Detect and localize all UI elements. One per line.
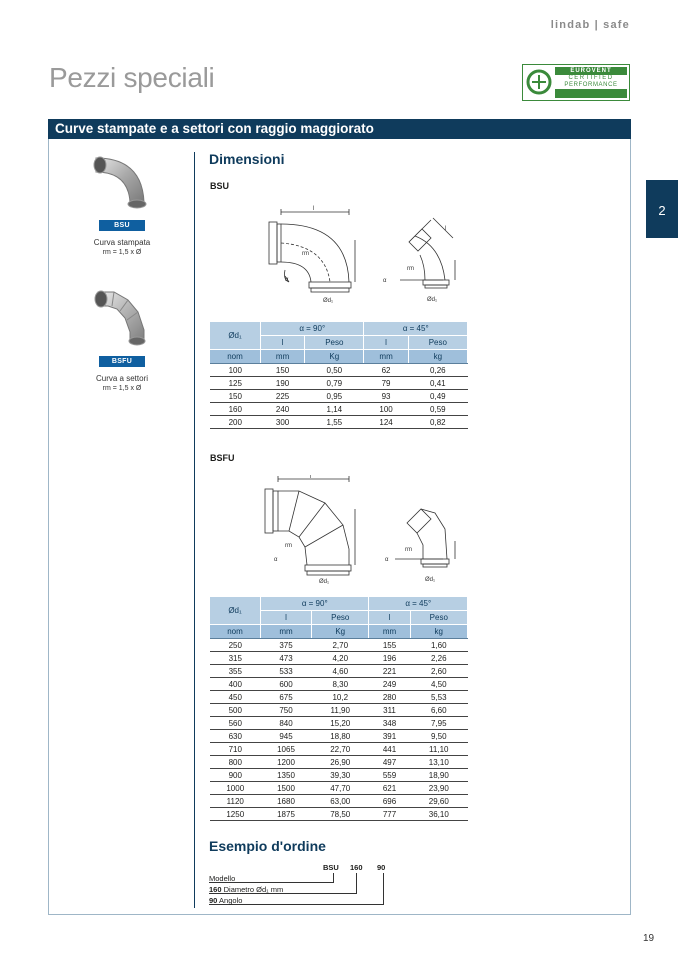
bsu-dimension-table xyxy=(210,322,468,429)
table-cell-p45: 2,26 xyxy=(410,652,467,665)
table-cell-p90: 0,79 xyxy=(305,377,364,390)
header-l: l xyxy=(369,611,410,625)
table-cell-p45: 18,90 xyxy=(410,769,467,782)
table-cell-l90: 750 xyxy=(261,704,312,717)
table-cell-l90: 300 xyxy=(261,416,305,429)
table-cell-l90: 945 xyxy=(261,730,312,743)
table-cell-p45: 1,60 xyxy=(410,639,467,652)
table-row xyxy=(210,743,468,756)
order-example-heading: Esempio d'ordine xyxy=(209,838,326,854)
table-cell-l45: 621 xyxy=(369,782,410,795)
table-cell-l90: 1500 xyxy=(261,782,312,795)
table-row xyxy=(210,795,468,808)
order-model-line xyxy=(209,874,235,883)
table-cell-l45: 348 xyxy=(369,717,410,730)
table-cell-l90: 600 xyxy=(261,678,312,691)
table-cell-p45: 13,10 xyxy=(410,756,467,769)
table-cell-d: 630 xyxy=(210,730,261,743)
order-angle-line xyxy=(209,896,242,905)
table-row xyxy=(210,403,468,416)
bsfu-dim-alpha: α xyxy=(274,557,278,563)
unit-kg: kg xyxy=(408,350,467,364)
table-cell-p90: 0,95 xyxy=(305,390,364,403)
order-leader xyxy=(383,873,384,904)
unit-nom: nom xyxy=(210,350,261,364)
bsfu-section-label: BSFU xyxy=(210,453,235,463)
bsu-45-dim-l: l xyxy=(445,226,447,232)
bsfu-dimension-table xyxy=(210,597,468,821)
table-cell-p45: 0,41 xyxy=(408,377,467,390)
unit-kg: Kg xyxy=(305,350,364,364)
table-cell-p90: 8,30 xyxy=(312,678,369,691)
order-code-angle: 90 xyxy=(377,863,386,872)
table-cell-p45: 23,90 xyxy=(410,782,467,795)
table-cell-l45: 311 xyxy=(369,704,410,717)
order-diameter-label: Diametro Ød₁ mm xyxy=(223,885,284,894)
eurovent-logo-icon xyxy=(526,68,552,97)
table-cell-d: 250 xyxy=(210,639,261,652)
cert-band xyxy=(555,89,627,98)
order-angle-label: Angolo xyxy=(219,896,243,905)
header-alpha-45: α = 45° xyxy=(369,597,468,611)
table-cell-l90: 375 xyxy=(261,639,312,652)
table-cell-p90: 2,70 xyxy=(312,639,369,652)
table-cell-d: 200 xyxy=(210,416,261,429)
header-peso: Peso xyxy=(312,611,369,625)
table-row xyxy=(210,808,468,821)
bsfu-table-body xyxy=(210,639,468,821)
table-cell-d: 500 xyxy=(210,704,261,717)
table-cell-p45: 9,50 xyxy=(410,730,467,743)
table-cell-d: 560 xyxy=(210,717,261,730)
unit-kg: kg xyxy=(410,625,467,639)
order-angle-value: 90 xyxy=(209,896,218,905)
header-l: l xyxy=(261,336,305,350)
header-alpha-45: α = 45° xyxy=(364,322,468,336)
order-leader xyxy=(333,873,334,882)
order-diameter-value: 160 xyxy=(209,885,222,894)
header-l: l xyxy=(261,611,312,625)
table-cell-l90: 240 xyxy=(261,403,305,416)
header-peso: Peso xyxy=(408,336,467,350)
table-cell-d: 450 xyxy=(210,691,261,704)
table-cell-d: 150 xyxy=(210,390,261,403)
table-cell-l90: 1200 xyxy=(261,756,312,769)
header-od: Ød₁ xyxy=(210,322,261,350)
bsfu-dim-od: Ød₁ xyxy=(319,579,330,585)
table-cell-d: 160 xyxy=(210,403,261,416)
table-cell-d: 400 xyxy=(210,678,261,691)
bsu-elbow-image xyxy=(90,152,154,214)
table-cell-p45: 29,60 xyxy=(410,795,467,808)
table-cell-p45: 7,95 xyxy=(410,717,467,730)
unit-mm: mm xyxy=(364,350,408,364)
order-example xyxy=(209,860,409,910)
bsu-dim-od: Ød₁ xyxy=(323,298,334,304)
table-cell-p90: 0,50 xyxy=(305,364,364,377)
table-cell-l45: 124 xyxy=(364,416,408,429)
bsfu-technical-drawing xyxy=(255,475,470,585)
table-row xyxy=(210,390,468,403)
table-cell-l45: 62 xyxy=(364,364,408,377)
table-row xyxy=(210,717,468,730)
table-cell-p45: 0,26 xyxy=(408,364,467,377)
chapter-tab[interactable]: 2 xyxy=(646,180,678,238)
table-cell-l90: 1350 xyxy=(261,769,312,782)
column-divider xyxy=(194,152,195,908)
table-cell-l45: 79 xyxy=(364,377,408,390)
order-code-diameter: 160 xyxy=(350,863,363,872)
table-cell-p90: 63,00 xyxy=(312,795,369,808)
table-cell-l90: 1680 xyxy=(261,795,312,808)
unit-nom: nom xyxy=(210,625,261,639)
bsfu-45-dim-rm: rm xyxy=(405,547,412,553)
table-row xyxy=(210,678,468,691)
table-cell-p90: 1,55 xyxy=(305,416,364,429)
table-cell-l90: 1065 xyxy=(261,743,312,756)
table-row xyxy=(210,756,468,769)
table-cell-d: 1250 xyxy=(210,808,261,821)
bsfu-formula: rm = 1,5 x Ø xyxy=(102,385,142,392)
section-title: Curve stampate e a settori con raggio maggiorato xyxy=(48,119,631,139)
cert-line-3: PERFORMANCE xyxy=(564,82,618,88)
table-cell-d: 355 xyxy=(210,665,261,678)
table-cell-d: 900 xyxy=(210,769,261,782)
bsfu-dim-l: l xyxy=(310,475,312,480)
table-row xyxy=(210,652,468,665)
table-row xyxy=(210,377,468,390)
table-cell-p90: 26,90 xyxy=(312,756,369,769)
bsfu-caption: Curva a settori xyxy=(95,374,149,383)
brand-logo: lindab | safe xyxy=(550,19,630,31)
table-row xyxy=(210,769,468,782)
table-cell-l45: 441 xyxy=(369,743,410,756)
table-cell-l90: 840 xyxy=(261,717,312,730)
bsfu-elbow-image xyxy=(90,288,154,350)
page-number: 19 xyxy=(643,933,655,944)
table-cell-l45: 391 xyxy=(369,730,410,743)
table-row xyxy=(210,364,468,377)
table-cell-l90: 473 xyxy=(261,652,312,665)
table-row xyxy=(210,639,468,652)
table-cell-l45: 196 xyxy=(369,652,410,665)
header-peso: Peso xyxy=(410,611,467,625)
table-cell-p45: 4,50 xyxy=(410,678,467,691)
table-row xyxy=(210,416,468,429)
table-cell-p45: 11,10 xyxy=(410,743,467,756)
bsfu-45-dim-od: Ød₁ xyxy=(425,577,436,583)
cert-line-2: CERTIFIED xyxy=(568,75,614,81)
bsu-dim-alpha: α xyxy=(285,277,289,283)
table-cell-p90: 47,70 xyxy=(312,782,369,795)
bsu-45-dim-alpha: α xyxy=(383,278,387,284)
table-cell-p45: 0,59 xyxy=(408,403,467,416)
table-cell-p45: 36,10 xyxy=(410,808,467,821)
table-cell-l45: 100 xyxy=(364,403,408,416)
table-cell-l45: 559 xyxy=(369,769,410,782)
header-alpha-90: α = 90° xyxy=(261,597,369,611)
bsu-formula: rm = 1,5 x Ø xyxy=(102,249,142,256)
product-bsfu xyxy=(67,288,177,394)
order-model-label: Modello xyxy=(209,874,236,883)
table-cell-p45: 6,60 xyxy=(410,704,467,717)
unit-kg: Kg xyxy=(312,625,369,639)
header-peso: Peso xyxy=(305,336,364,350)
table-cell-d: 1120 xyxy=(210,795,261,808)
table-cell-l45: 221 xyxy=(369,665,410,678)
bsu-45-dim-rm: rm xyxy=(407,266,414,272)
eurovent-certification-badge xyxy=(522,64,630,101)
order-leader xyxy=(356,873,357,893)
header-od: Ød₁ xyxy=(210,597,261,625)
order-code-model: BSU xyxy=(323,863,339,872)
table-cell-p90: 39,30 xyxy=(312,769,369,782)
table-cell-p90: 1,14 xyxy=(305,403,364,416)
page-title: Pezzi speciali xyxy=(49,62,215,93)
table-cell-p90: 78,50 xyxy=(312,808,369,821)
bsfu-dim-rm: rm xyxy=(285,543,292,549)
table-cell-d: 800 xyxy=(210,756,261,769)
table-cell-l45: 777 xyxy=(369,808,410,821)
table-cell-l45: 93 xyxy=(364,390,408,403)
table-cell-l45: 280 xyxy=(369,691,410,704)
table-row xyxy=(210,691,468,704)
table-cell-l90: 225 xyxy=(261,390,305,403)
bsu-code-tag: BSU xyxy=(99,220,145,231)
table-cell-p45: 0,49 xyxy=(408,390,467,403)
table-cell-p45: 2,60 xyxy=(410,665,467,678)
cert-line-1: EUROVENT xyxy=(555,67,627,75)
bsu-dim-l: l xyxy=(313,206,315,212)
table-cell-p90: 10,2 xyxy=(312,691,369,704)
dimensions-heading: Dimensioni xyxy=(209,151,285,167)
bsu-45-dim-od: Ød₁ xyxy=(427,297,438,303)
table-cell-p90: 4,60 xyxy=(312,665,369,678)
table-cell-d: 1000 xyxy=(210,782,261,795)
table-cell-l90: 1875 xyxy=(261,808,312,821)
product-bsu xyxy=(67,152,177,258)
table-cell-d: 125 xyxy=(210,377,261,390)
header-alpha-90: α = 90° xyxy=(261,322,364,336)
table-cell-p45: 0,82 xyxy=(408,416,467,429)
unit-mm: mm xyxy=(261,350,305,364)
table-cell-l90: 190 xyxy=(261,377,305,390)
table-cell-l90: 675 xyxy=(261,691,312,704)
bsu-table-body xyxy=(210,364,468,429)
table-cell-d: 100 xyxy=(210,364,261,377)
header-l: l xyxy=(364,336,408,350)
table-cell-p90: 15,20 xyxy=(312,717,369,730)
table-row xyxy=(210,730,468,743)
table-cell-p90: 4,20 xyxy=(312,652,369,665)
table-row xyxy=(210,782,468,795)
table-cell-l45: 497 xyxy=(369,756,410,769)
bsu-section-label: BSU xyxy=(210,181,230,191)
table-row xyxy=(210,704,468,717)
unit-mm: mm xyxy=(261,625,312,639)
table-cell-p90: 11,90 xyxy=(312,704,369,717)
table-cell-l45: 155 xyxy=(369,639,410,652)
bsu-caption: Curva stampata xyxy=(93,238,151,247)
table-cell-l45: 249 xyxy=(369,678,410,691)
table-cell-p45: 5,53 xyxy=(410,691,467,704)
bsfu-code-tag: BSFU xyxy=(99,356,145,367)
table-cell-l90: 150 xyxy=(261,364,305,377)
table-cell-l45: 696 xyxy=(369,795,410,808)
unit-mm: mm xyxy=(369,625,410,639)
bsu-dim-rm: rm xyxy=(302,251,309,257)
bsu-technical-drawing xyxy=(255,200,470,305)
table-cell-d: 315 xyxy=(210,652,261,665)
table-cell-p90: 22,70 xyxy=(312,743,369,756)
table-cell-p90: 18,80 xyxy=(312,730,369,743)
table-cell-l90: 533 xyxy=(261,665,312,678)
table-row xyxy=(210,665,468,678)
bsfu-45-dim-alpha: α xyxy=(385,557,389,563)
table-cell-d: 710 xyxy=(210,743,261,756)
order-diameter-line xyxy=(209,885,283,894)
